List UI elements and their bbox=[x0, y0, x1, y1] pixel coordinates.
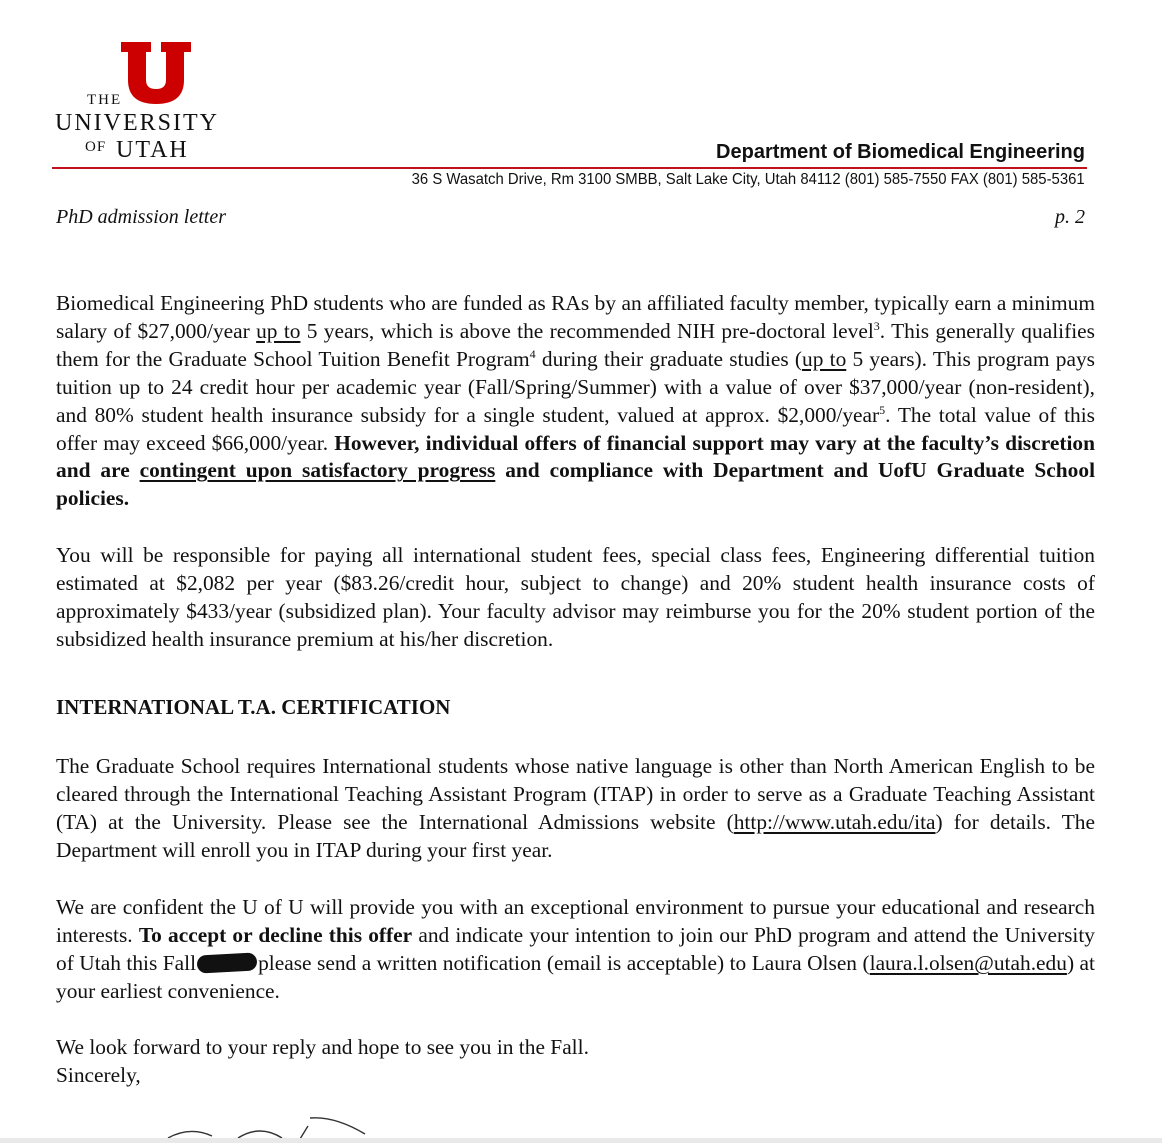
header-rule bbox=[52, 167, 1087, 169]
footnote-ref-3: 3 bbox=[873, 318, 880, 333]
funding-paragraph bbox=[56, 290, 1095, 513]
p1-text-b: 5 years, which is above the recommended NIH pre-doctoral level bbox=[300, 318, 874, 343]
contact-email-link[interactable]: laura.l.olsen@utah.edu bbox=[869, 951, 1067, 976]
page-bottom-edge bbox=[0, 1138, 1162, 1143]
p1-text-d: during their graduate studies ( bbox=[535, 346, 803, 371]
university-of-utah-logo bbox=[55, 42, 235, 172]
redaction-mark bbox=[197, 953, 258, 974]
p3-text-a: The Graduate School requires International students whose native language is other than North American English to be cleared through the International Teaching Assistant Program (ITAP) in order to serve as a Graduate Teaching Assistant (TA) at the University. Please see the International Admissions website ( bbox=[56, 753, 1095, 834]
page-number: p. 2 bbox=[1055, 206, 1085, 228]
p1-bold-underline: contingent upon satisfactory progress bbox=[139, 458, 496, 483]
p4-text-c: please send a written notification (email is acceptable) to Laura Olsen ( bbox=[258, 951, 870, 976]
address-text: 36 S Wasatch Drive, Rm 3100 SMBB, Salt Lake City, Utah 84112 (801) 585-7550 FAX (801) 585-5361 bbox=[412, 171, 1085, 188]
signature-icon bbox=[160, 1112, 380, 1140]
logo-the-text: THE bbox=[87, 92, 123, 108]
department-name: Department of Biomedical Engineering bbox=[716, 141, 1085, 163]
acceptance-paragraph bbox=[56, 894, 1095, 1006]
logo-university-text: UNIVERSITY bbox=[55, 110, 219, 136]
department-address bbox=[361, 171, 1085, 189]
ita-website-link[interactable]: http://www.utah.edu/ita bbox=[733, 809, 936, 834]
p1-underline-up-to: up to bbox=[256, 318, 301, 343]
p4-text-a: We are confident the U of U will provide you with an exceptional environment to pursue your educational and research interests. bbox=[56, 895, 1095, 948]
closing-line: We look forward to your reply and hope to see you in the Fall. bbox=[56, 1035, 589, 1060]
p1-text-a: Biomedical Engineering PhD students who are funded as RAs by an affiliated faculty member, typically earn a minimum salary of $27,000/year bbox=[56, 291, 1095, 343]
p4-text-d: ) at your earliest convenience. bbox=[56, 951, 1095, 1004]
ita-certification-heading: INTERNATIONAL T.A. CERTIFICATION bbox=[56, 694, 451, 719]
fees-paragraph: You will be responsible for paying all international student fees, special class fees, Engineering differential tuition estimated at $2,082 per year ($83.26/credit hour, subject to change) and 20% student health insurance costs of approximately $433/year (subsidized plan). Your faculty advisor may reimburse you for the 20% student portion of the subsidized health insurance premium at his/her discretion. bbox=[56, 543, 1095, 651]
p3-text-b: ) for details. The Department will enroll you in ITAP during your first year. bbox=[56, 809, 1095, 862]
footnote-ref-4: 4 bbox=[529, 346, 536, 361]
p1-bold-text-2: and compliance with Department and UofU Graduate School policies. bbox=[56, 458, 1096, 511]
ita-paragraph bbox=[56, 753, 1095, 865]
p4-bold-text: To accept or decline this offer bbox=[138, 923, 413, 948]
logo-of-text: OF bbox=[85, 139, 107, 155]
letter-body bbox=[56, 290, 1095, 1090]
document-label: PhD admission letter bbox=[56, 206, 226, 228]
block-u-logo-icon bbox=[121, 42, 191, 104]
p4-text-b: and indicate your intention to join our PhD program and attend the University of Utah this Fall bbox=[56, 923, 1095, 976]
p1-text-e: 5 years). This program pays tuition up to 24 credit hour per academic year (Fall/Spring/Summer) with a value of over $37,000/year (non-resident), and 80% student health insurance subsidy for a single student, valued at approx. $2,000/year bbox=[56, 346, 1095, 427]
p1-underline-up-to-2: up to bbox=[802, 346, 847, 371]
sign-off: Sincerely, bbox=[56, 1062, 141, 1087]
p1-text-f: . The total value of this offer may exceed $66,000/year. bbox=[56, 402, 1095, 455]
p1-text-c: . This generally qualifies them for the Graduate School Tuition Benefit Program bbox=[56, 318, 1095, 371]
footnote-ref-5: 5 bbox=[879, 402, 886, 417]
logo-utah-text: UTAH bbox=[116, 137, 189, 163]
p1-bold-text-1: However, individual offers of financial support may vary at the faculty’s discretion and are bbox=[56, 430, 1096, 483]
